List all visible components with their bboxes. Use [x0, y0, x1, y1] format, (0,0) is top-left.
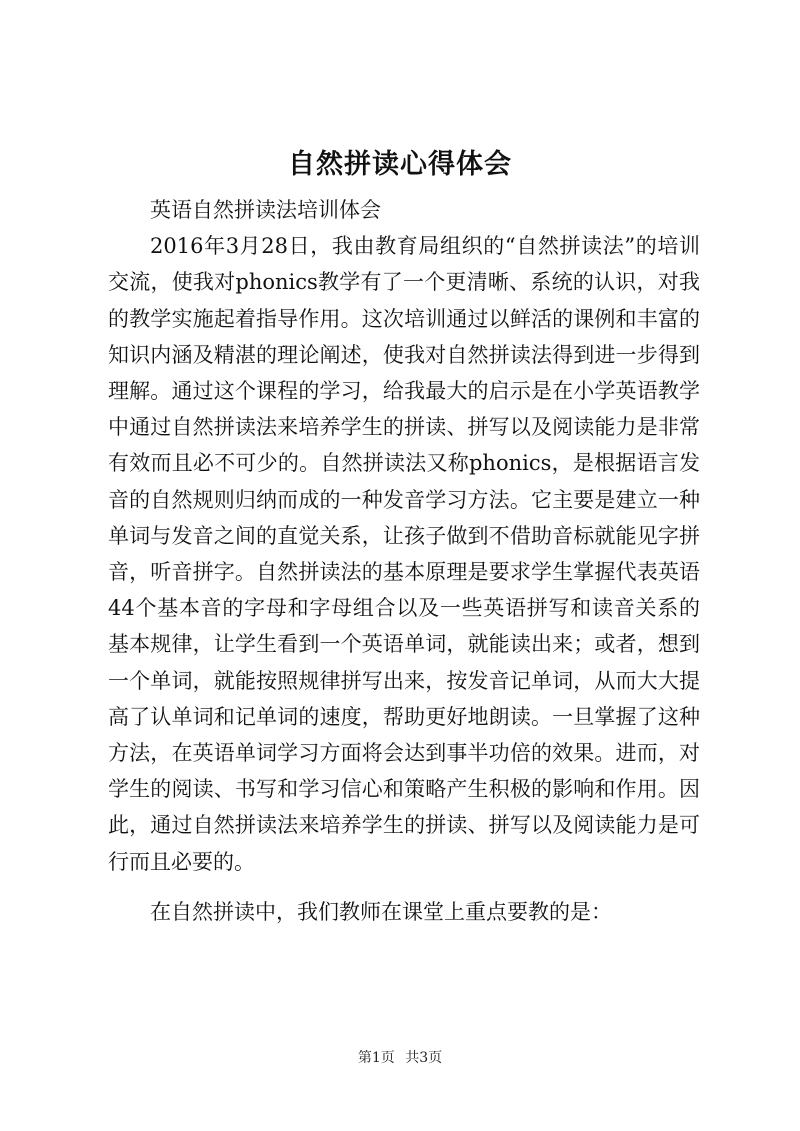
body-paragraph-2: 在自然拼读中，我们教师在课堂上重点要教的是： [150, 899, 612, 924]
page-footer [0, 1047, 800, 1067]
page-total: 共3页 [405, 1050, 443, 1066]
body-paragraph-1: 2016年3月28日，我由教育局组织的“自然拼读法”的培训交流，使我对phonics教学有了一个更清晰、系统的认识，对我的教学实施起着指导作用。这次培训通过以鲜活的课例和丰富的知识内涵及精湛的理论阐述，使我对自然拼读法得到进一步得到理解。通过这个课程的学习，给我最大的启示是在小学英语教学中通过自然拼读法来培养学生的拼读、拼写以及阅读能力是非常有效而且必不可少的。自然拼读法又称phonics，是根据语言发音的自然规则归纳而成的一种发音学习方法。它主要是建立一种单词与发音之间的直觉关系，让孩子做到不借助音标就能见字拼音，听音拼字。自然拼读法的基本原理是要求学生掌握代表英语44个基本音的字母和字母组合以及一些英语拼写和读音关系的基本规律，让学生看到一个英语单词，就能读出来；或者，想到一个单词，就能按照规律拼写出来，按发音记单词，从而大大提高了认单词和记单词的速度，帮助更好地朗读。一旦掌握了这种方法，在英语单词学习方面将会达到事半功倍的效果。进而，对学生的阅读、书写和学习信心和策略产生积极的影响和作用。因此，通过自然拼读法来培养学生的拼读、拼写以及阅读能力是可行而且必要的。 [108, 234, 700, 874]
document-subtitle: 英语自然拼读法培训体会 [150, 198, 381, 222]
document-title: 自然拼读心得体会 [288, 149, 512, 180]
document-body [108, 192, 700, 930]
page-number: 第1页 [357, 1050, 395, 1066]
